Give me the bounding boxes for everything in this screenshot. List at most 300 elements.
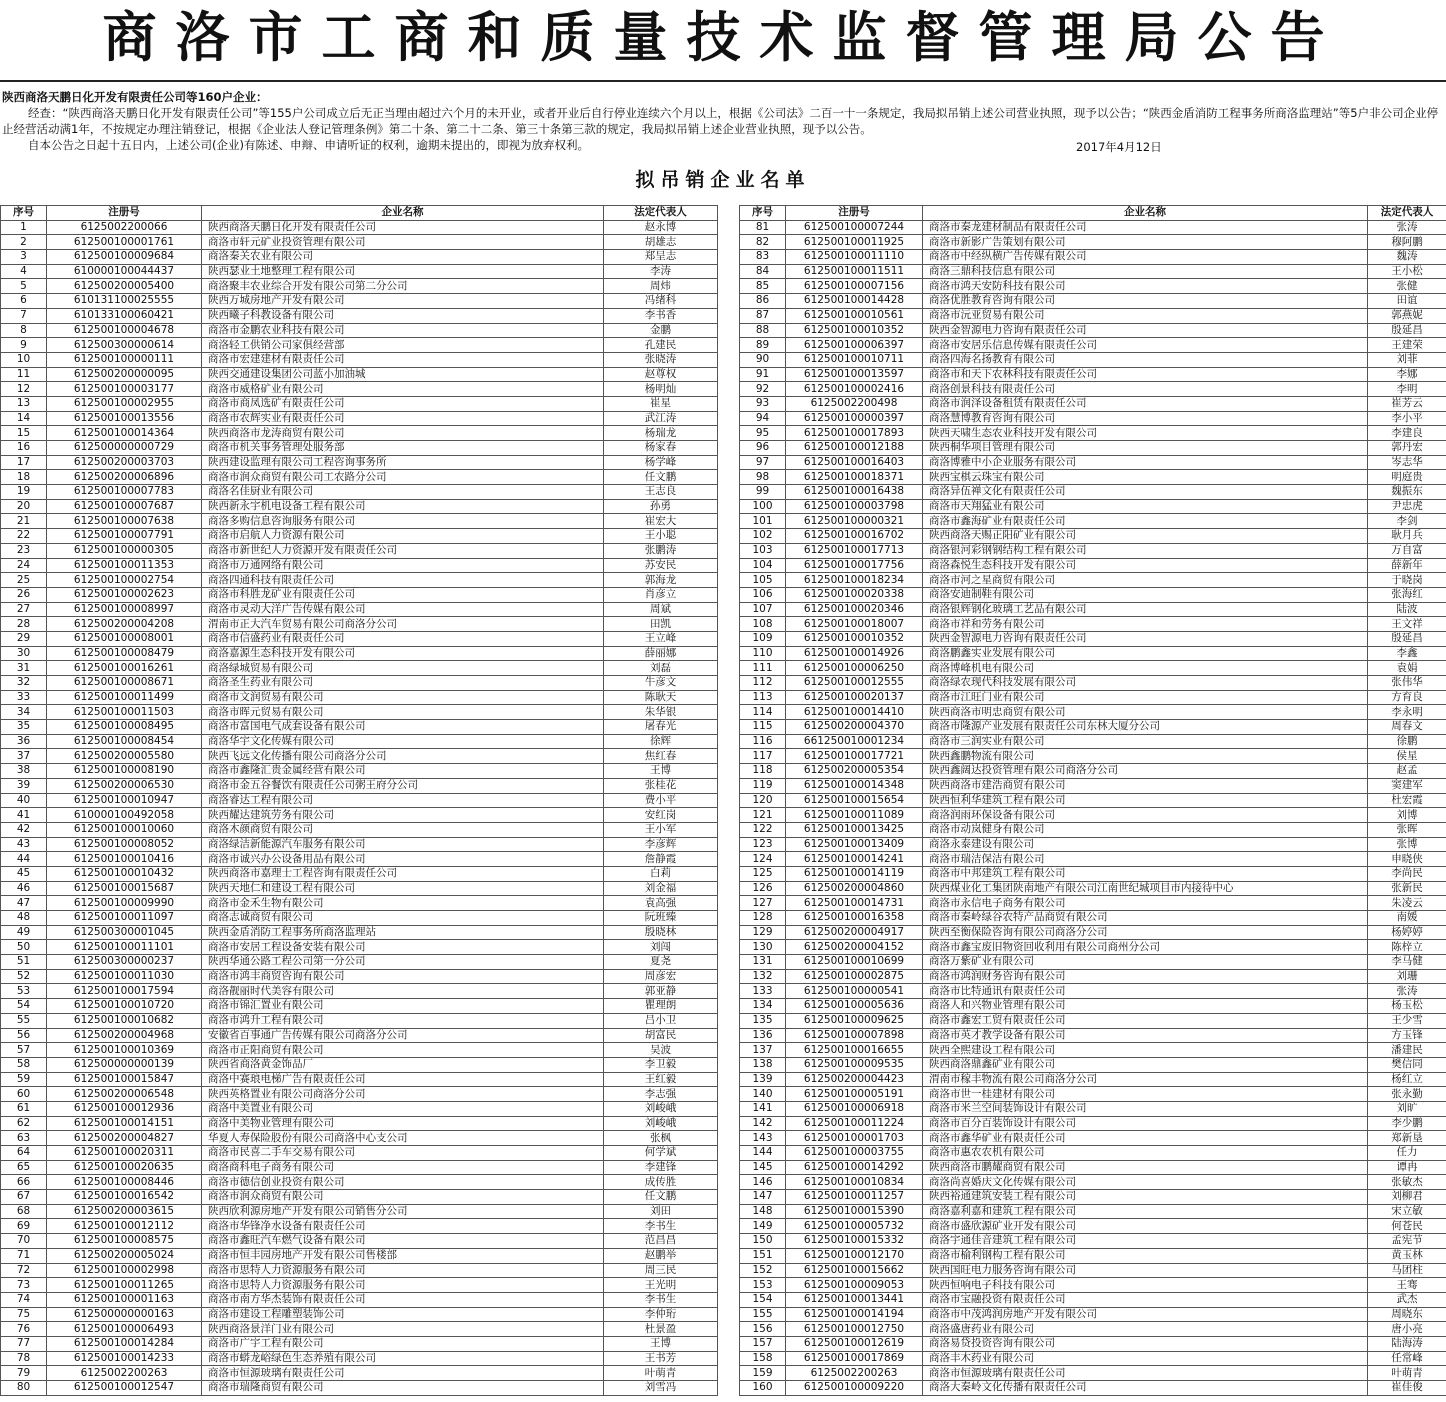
cell-index: 122: [740, 822, 786, 837]
table-row: [740, 1234, 1446, 1249]
cell-company-name: 商洛绿城贸易有限公司: [202, 661, 604, 676]
cell-legal-rep: 杨瑞龙: [604, 426, 718, 441]
cell-reg-no: 612500100000305: [47, 543, 202, 558]
cell-legal-rep: 张伟华: [1368, 676, 1446, 691]
cell-legal-rep: 武杰: [1368, 1292, 1446, 1307]
cell-company-name: 商洛万紫矿业有限公司: [923, 955, 1368, 970]
table-row: [740, 1072, 1446, 1087]
table-row: [1, 778, 718, 793]
table-row: [740, 631, 1446, 646]
cell-reg-no: 661250010001234: [786, 734, 923, 749]
cell-reg-no: 612500300001045: [47, 925, 202, 940]
cell-reg-no: 610133100060421: [47, 308, 202, 323]
table-row: [740, 426, 1446, 441]
cell-index: 148: [740, 1204, 786, 1219]
notice-paragraph-1: 经查：“陕西商洛天鹏日化开发有限责任公司”等155户公司成立后无正当理由超过六个月的未开业，或者开业后自行停业连续六个月以上，根据《公司法》二百一十一条规定，我局拟吊销上述公司营业执照，现予以公告；“陕西金盾消防工程事务所商洛监理站”等5户非公司企业停止经营活动满1年，不按规定办理注销登记，根据《企业法人登记管理条例》第二十条、第二十二条、第三十条第三款的规定，我局拟吊销上述企业营业执照，现予以公告。: [2, 106, 1439, 136]
cell-company-name: 陕西商洛市鹏耀商贸有限公司: [923, 1160, 1368, 1175]
cell-reg-no: 612500100007687: [47, 499, 202, 514]
cell-legal-rep: 瞿理朗: [604, 999, 718, 1014]
cell-company-name: 华夏人寿保险股份有限公司商洛中心支公司: [202, 1131, 604, 1146]
cell-reg-no: 612500100011257: [786, 1190, 923, 1205]
cell-company-name: 商洛四通科技有限责任公司: [202, 573, 604, 588]
cell-reg-no: 612500100008001: [47, 631, 202, 646]
cell-index: 84: [740, 264, 786, 279]
cell-index: 58: [1, 1057, 47, 1072]
cell-company-name: 商洛森悦生态科技开发有限公司: [923, 558, 1368, 573]
cell-company-name: 陕西新永宇机电设备工程有限公司: [202, 499, 604, 514]
cell-company-name: 陕西恒响电子科技有限公司: [923, 1278, 1368, 1293]
cell-legal-rep: 崔星: [604, 396, 718, 411]
table-row: [740, 1292, 1446, 1307]
cell-index: 8: [1, 323, 47, 338]
cell-company-name: 陕西金盾消防工程事务所商洛监理站: [202, 925, 604, 940]
cell-index: 120: [740, 793, 786, 808]
cell-legal-rep: 殷延昌: [1368, 631, 1446, 646]
table-row: [1, 1336, 718, 1351]
cell-company-name: 商洛丰木药业有限公司: [923, 1351, 1368, 1366]
list-title: 拟吊销企业名单: [635, 169, 811, 191]
table-row: [740, 1322, 1446, 1337]
cell-reg-no: 612500100008575: [47, 1234, 202, 1249]
cell-reg-no: 612500100014348: [786, 778, 923, 793]
cell-reg-no: 612500100008190: [47, 764, 202, 779]
cell-index: 93: [740, 396, 786, 411]
cell-index: 23: [1, 543, 47, 558]
table-row: [1, 1234, 718, 1249]
cell-reg-no: 612500100014119: [786, 866, 923, 881]
table-row: [740, 543, 1446, 558]
cell-legal-rep: 李书香: [604, 308, 718, 323]
cell-legal-rep: 王书芳: [604, 1351, 718, 1366]
col-header-company: 企业名称: [923, 206, 1368, 221]
cell-legal-rep: 谭冉: [1368, 1160, 1446, 1175]
cell-legal-rep: 杨婷婷: [1368, 925, 1446, 940]
cell-legal-rep: 王小聪: [604, 529, 718, 544]
cell-company-name: 商洛市正阳商贸有限公司: [202, 1043, 604, 1058]
cell-reg-no: 612500100007156: [786, 279, 923, 294]
cell-legal-rep: 王博: [604, 764, 718, 779]
cell-legal-rep: 胡富民: [604, 1028, 718, 1043]
cell-company-name: 商洛市安居工程设备安装有限公司: [202, 940, 604, 955]
cell-index: 89: [740, 338, 786, 353]
cell-reg-no: 612500100003755: [786, 1146, 923, 1161]
cell-company-name: 商洛市河之星商贸有限公司: [923, 573, 1368, 588]
cell-company-name: 商洛市金禾生物有限公司: [202, 896, 604, 911]
cell-index: 30: [1, 646, 47, 661]
cell-legal-rep: 刘峻峨: [604, 1101, 718, 1116]
table-row: [740, 1175, 1446, 1190]
cell-company-name: 商洛润雨环保设备有限公司: [923, 808, 1368, 823]
cell-index: 159: [740, 1366, 786, 1381]
table-row: [1, 661, 718, 676]
cell-index: 143: [740, 1131, 786, 1146]
table-row: [1, 1043, 718, 1058]
cell-reg-no: 612500100010352: [786, 323, 923, 338]
cell-legal-rep: 张晖: [1368, 822, 1446, 837]
cell-legal-rep: 任常峰: [1368, 1351, 1446, 1366]
cell-index: 140: [740, 1087, 786, 1102]
cell-index: 136: [740, 1028, 786, 1043]
table-row: [740, 1146, 1446, 1161]
cell-reg-no: 612500100004678: [47, 323, 202, 338]
cell-legal-rep: 杜景盈: [604, 1322, 718, 1337]
cell-index: 106: [740, 587, 786, 602]
table-row: [1, 940, 718, 955]
cell-legal-rep: 范昌昌: [604, 1234, 718, 1249]
cell-reg-no: 612500100010699: [786, 955, 923, 970]
table-row: [740, 411, 1446, 426]
cell-index: 160: [740, 1381, 786, 1396]
cell-index: 150: [740, 1234, 786, 1249]
cell-reg-no: 612500100007244: [786, 220, 923, 235]
cell-legal-rep: 夏尧: [604, 955, 718, 970]
cell-index: 11: [1, 367, 47, 382]
title-divider: [0, 80, 1446, 82]
cell-legal-rep: 尹忠虎: [1368, 499, 1446, 514]
cell-index: 83: [740, 250, 786, 265]
cell-legal-rep: 张涛: [1368, 220, 1446, 235]
cell-reg-no: 612500100001703: [786, 1131, 923, 1146]
table-row: [1, 764, 718, 779]
cell-legal-rep: 张枫: [604, 1131, 718, 1146]
cell-legal-rep: 费小平: [604, 793, 718, 808]
cell-company-name: 商洛市威格矿业有限公司: [202, 382, 604, 397]
cell-legal-rep: 郭亚静: [604, 984, 718, 999]
table-row: [740, 984, 1446, 999]
table-row: [740, 749, 1446, 764]
cell-company-name: 陕西裕通建筑安装工程有限公司: [923, 1190, 1368, 1205]
cell-company-name: 商洛聚丰农业综合开发有限公司第二分公司: [202, 279, 604, 294]
table-row: [740, 808, 1446, 823]
cell-index: 88: [740, 323, 786, 338]
cell-reg-no: 612500200004917: [786, 925, 923, 940]
table-row: [740, 235, 1446, 250]
table-row: [1, 220, 718, 235]
cell-company-name: 商洛秦关农业有限公司: [202, 250, 604, 265]
cell-index: 6: [1, 294, 47, 309]
cell-reg-no: 612500100016358: [786, 911, 923, 926]
cell-legal-rep: 王立峰: [604, 631, 718, 646]
cell-index: 44: [1, 852, 47, 867]
cell-reg-no: 612500100014428: [786, 294, 923, 309]
cell-index: 47: [1, 896, 47, 911]
cell-legal-rep: 徐辉: [604, 734, 718, 749]
cell-reg-no: 612500100009625: [786, 1013, 923, 1028]
cell-legal-rep: 李建良: [1368, 426, 1446, 441]
table-row: [1, 1322, 718, 1337]
cell-legal-rep: 李少鹏: [1368, 1116, 1446, 1131]
table-row: [740, 778, 1446, 793]
cell-reg-no: 612500100011030: [47, 969, 202, 984]
cell-reg-no: 612500100007638: [47, 514, 202, 529]
cell-legal-rep: 周三民: [604, 1263, 718, 1278]
table-row: [740, 1248, 1446, 1263]
cell-legal-rep: 郑呈志: [604, 250, 718, 265]
cell-reg-no: 612500100012750: [786, 1322, 923, 1337]
cell-legal-rep: 杨明灿: [604, 382, 718, 397]
cell-company-name: 商洛市润众商贸有限公司: [202, 1190, 604, 1205]
cell-reg-no: 612500100009220: [786, 1381, 923, 1396]
cell-index: 134: [740, 999, 786, 1014]
cell-company-name: 商洛市鑫海矿业有限责任公司: [923, 514, 1368, 529]
cell-index: 126: [740, 881, 786, 896]
cell-index: 99: [740, 485, 786, 500]
cell-reg-no: 612500100015687: [47, 881, 202, 896]
table-row: [740, 1204, 1446, 1219]
cell-reg-no: 612500100002623: [47, 587, 202, 602]
cell-reg-no: 612500100008479: [47, 646, 202, 661]
table-row: [740, 822, 1446, 837]
cell-reg-no: 612500100017869: [786, 1351, 923, 1366]
cell-legal-rep: 王小军: [604, 822, 718, 837]
cell-index: 141: [740, 1101, 786, 1116]
cell-reg-no: 612500100005732: [786, 1219, 923, 1234]
table-row: [740, 382, 1446, 397]
cell-index: 69: [1, 1219, 47, 1234]
table-row: [740, 1013, 1446, 1028]
table-row: [1, 955, 718, 970]
cell-legal-rep: 何苍民: [1368, 1219, 1446, 1234]
cell-legal-rep: 李鑫: [1368, 646, 1446, 661]
cell-company-name: 陕西商洛市建浩商贸有限公司: [923, 778, 1368, 793]
cell-index: 42: [1, 822, 47, 837]
cell-company-name: 商洛市安居乐信息传媒有限责任公司: [923, 338, 1368, 353]
cell-reg-no: 612500100014292: [786, 1160, 923, 1175]
table-row: [740, 1043, 1446, 1058]
cell-company-name: 商洛市恒源玻璃有限责任公司: [923, 1366, 1368, 1381]
cell-company-name: 商洛市秦龙建材制品有限责任公司: [923, 220, 1368, 235]
cell-reg-no: 612500100014233: [47, 1351, 202, 1366]
cell-company-name: 商洛市祥和劳务有限公司: [923, 617, 1368, 632]
cell-reg-no: 612500200003703: [47, 455, 202, 470]
cell-legal-rep: 李马健: [1368, 955, 1446, 970]
cell-index: 129: [740, 925, 786, 940]
table-row: [740, 999, 1446, 1014]
table-row: [1, 499, 718, 514]
cell-reg-no: 612500100010720: [47, 999, 202, 1014]
cell-reg-no: 612500200004152: [786, 940, 923, 955]
cell-reg-no: 612500300000614: [47, 338, 202, 353]
cell-company-name: 商洛嘉源生态科技开发有限公司: [202, 646, 604, 661]
cell-legal-rep: 张涛: [1368, 984, 1446, 999]
cell-company-name: 陕西建设监理有限公司工程咨询事务所: [202, 455, 604, 470]
cell-legal-rep: 张健: [1368, 279, 1446, 294]
cell-index: 72: [1, 1263, 47, 1278]
cell-reg-no: 612500100020137: [786, 690, 923, 705]
cell-legal-rep: 牛彦文: [604, 676, 718, 691]
cell-company-name: 商洛市中经纵横广告传媒有限公司: [923, 250, 1368, 265]
col-header-company: 企业名称: [202, 206, 604, 221]
table-row: [740, 955, 1446, 970]
table-row: [740, 881, 1446, 896]
cell-legal-rep: 刘旷: [1368, 1101, 1446, 1116]
table-row: [740, 1160, 1446, 1175]
table-row: [1, 1190, 718, 1205]
cell-legal-rep: 叶萌青: [604, 1366, 718, 1381]
cell-index: 21: [1, 514, 47, 529]
cell-company-name: 商洛异伍禅文化有限责任公司: [923, 485, 1368, 500]
cell-reg-no: 612500100014731: [786, 896, 923, 911]
cell-index: 94: [740, 411, 786, 426]
cell-company-name: 商洛市锦汇置业有限公司: [202, 999, 604, 1014]
cell-legal-rep: 王建荣: [1368, 338, 1446, 353]
cell-index: 7: [1, 308, 47, 323]
cell-index: 38: [1, 764, 47, 779]
cell-legal-rep: 武江涛: [604, 411, 718, 426]
table-row: [740, 529, 1446, 544]
cell-legal-rep: 郑新垦: [1368, 1131, 1446, 1146]
cell-reg-no: 612500200003615: [47, 1204, 202, 1219]
table-row: [740, 1381, 1446, 1396]
cell-reg-no: 612500200004208: [47, 617, 202, 632]
cell-reg-no: 612500100006250: [786, 661, 923, 676]
cell-legal-rep: 阮班臻: [604, 911, 718, 926]
table-row: [1, 587, 718, 602]
cell-legal-rep: 李永明: [1368, 705, 1446, 720]
cell-legal-rep: 冯绪科: [604, 294, 718, 309]
cell-company-name: 商洛市秦岭绿谷农特产品商贸有限公司: [923, 911, 1368, 926]
table-row: [740, 1351, 1446, 1366]
table-row: [1, 1248, 718, 1263]
cell-company-name: 陕西桐华项目管理有限公司: [923, 441, 1368, 456]
cell-reg-no: 612500100009053: [786, 1278, 923, 1293]
cell-company-name: 商洛嘉利嘉和建筑工程有限公司: [923, 1204, 1368, 1219]
cell-company-name: 商洛市金鹏农业科技有限公司: [202, 323, 604, 338]
cell-index: 40: [1, 793, 47, 808]
table-row: [740, 250, 1446, 265]
cell-index: 118: [740, 764, 786, 779]
cell-index: 154: [740, 1292, 786, 1307]
cell-company-name: 商洛市中邦建筑工程有限公司: [923, 866, 1368, 881]
cell-company-name: 陕西飞远文化传播有限公司商洛分公司: [202, 749, 604, 764]
cell-legal-rep: 明庭贵: [1368, 470, 1446, 485]
cell-reg-no: 612500100017594: [47, 984, 202, 999]
cell-index: 15: [1, 426, 47, 441]
cell-reg-no: 612500100015390: [786, 1204, 923, 1219]
cell-company-name: 商洛市信盛药业有限责任公司: [202, 631, 604, 646]
cell-index: 105: [740, 573, 786, 588]
cell-legal-rep: 于晓岗: [1368, 573, 1446, 588]
cell-legal-rep: 刘闯: [604, 940, 718, 955]
cell-company-name: 渭南市稼丰物流有限公司商洛分公司: [923, 1072, 1368, 1087]
table-row: [740, 969, 1446, 984]
cell-company-name: 商洛市晖元贸易有限公司: [202, 705, 604, 720]
cell-reg-no: 612500100009684: [47, 250, 202, 265]
cell-index: 137: [740, 1043, 786, 1058]
cell-legal-rep: 刘磊: [604, 661, 718, 676]
cell-reg-no: 612500200006548: [47, 1087, 202, 1102]
table-row: [1, 1028, 718, 1043]
table-row: [740, 793, 1446, 808]
table-row: [1, 969, 718, 984]
cell-legal-rep: 宋立敏: [1368, 1204, 1446, 1219]
table-row: [740, 1278, 1446, 1293]
cell-legal-rep: 张海红: [1368, 587, 1446, 602]
cell-index: 101: [740, 514, 786, 529]
cell-legal-rep: 张永勤: [1368, 1087, 1446, 1102]
table-row: [1, 470, 718, 485]
cell-legal-rep: 王红毅: [604, 1072, 718, 1087]
cell-index: 103: [740, 543, 786, 558]
cell-index: 87: [740, 308, 786, 323]
cell-reg-no: 612500100020311: [47, 1146, 202, 1161]
cell-index: 127: [740, 896, 786, 911]
cell-index: 102: [740, 529, 786, 544]
notice-date: 2017年4月12日: [1076, 140, 1162, 154]
table-row: [1, 911, 718, 926]
cell-index: 97: [740, 455, 786, 470]
cell-company-name: 商洛市新世纪人力资源开发有限责任公司: [202, 543, 604, 558]
cell-legal-rep: 刘金福: [604, 881, 718, 896]
table-row: [740, 602, 1446, 617]
cell-index: 109: [740, 631, 786, 646]
cell-legal-rep: 吴波: [604, 1043, 718, 1058]
cell-index: 3: [1, 250, 47, 265]
cell-legal-rep: 周斌: [604, 602, 718, 617]
cell-company-name: 商洛市沅亚贸易有限公司: [923, 308, 1368, 323]
cell-company-name: 陕西华通公路工程公司第一分公司: [202, 955, 604, 970]
table-row: [1, 396, 718, 411]
cell-index: 50: [1, 940, 47, 955]
table-row: [740, 617, 1446, 632]
cell-index: 55: [1, 1013, 47, 1028]
cell-legal-rep: 李剑: [1368, 514, 1446, 529]
cell-reg-no: 612500100001163: [47, 1292, 202, 1307]
table-row: [1, 1072, 718, 1087]
cell-legal-rep: 南媛: [1368, 911, 1446, 926]
table-row: [1, 984, 718, 999]
cell-reg-no: 612500100017893: [786, 426, 923, 441]
cell-reg-no: 612500100010561: [786, 308, 923, 323]
cell-legal-rep: 刘珊: [1368, 969, 1446, 984]
cell-index: 113: [740, 690, 786, 705]
cell-index: 31: [1, 661, 47, 676]
cell-reg-no: 612500100010834: [786, 1175, 923, 1190]
cell-reg-no: 612500200005354: [786, 764, 923, 779]
cell-company-name: 商洛中美置业有限公司: [202, 1101, 604, 1116]
cell-index: 135: [740, 1013, 786, 1028]
cell-index: 131: [740, 955, 786, 970]
table-row: [740, 470, 1446, 485]
cell-company-name: 商洛市润泽设备租赁有限责任公司: [923, 396, 1368, 411]
cell-company-name: 陕西欣利源房地产开发有限公司销售分公司: [202, 1204, 604, 1219]
table-row: [1, 382, 718, 397]
cell-company-name: 商洛市德信创业投资有限公司: [202, 1175, 604, 1190]
cell-reg-no: 612500100014284: [47, 1336, 202, 1351]
cell-legal-rep: 李建锋: [604, 1160, 718, 1175]
cell-company-name: 商洛圣生药业有限公司: [202, 676, 604, 691]
cell-company-name: 商洛市蟒龙峪绿色生态养殖有限公司: [202, 1351, 604, 1366]
cell-legal-rep: 任文鹏: [604, 470, 718, 485]
cell-index: 2: [1, 235, 47, 250]
cell-index: 25: [1, 573, 47, 588]
cell-reg-no: 612500100014194: [786, 1307, 923, 1322]
cell-legal-rep: 薛丽娜: [604, 646, 718, 661]
cell-reg-no: 612500100020346: [786, 602, 923, 617]
cell-reg-no: 612500100014151: [47, 1116, 202, 1131]
cell-company-name: 陕西商洛景洋门业有限公司: [202, 1322, 604, 1337]
table-row: [740, 720, 1446, 735]
cell-legal-rep: 孟宪节: [1368, 1234, 1446, 1249]
cell-company-name: 商洛市万通网络有限公司: [202, 558, 604, 573]
table-row: [1, 367, 718, 382]
cell-index: 116: [740, 734, 786, 749]
cell-index: 46: [1, 881, 47, 896]
cell-reg-no: 612500100013409: [786, 837, 923, 852]
cell-legal-rep: 郭丹宏: [1368, 441, 1446, 456]
cell-index: 85: [740, 279, 786, 294]
cell-reg-no: 612500100007791: [47, 529, 202, 544]
